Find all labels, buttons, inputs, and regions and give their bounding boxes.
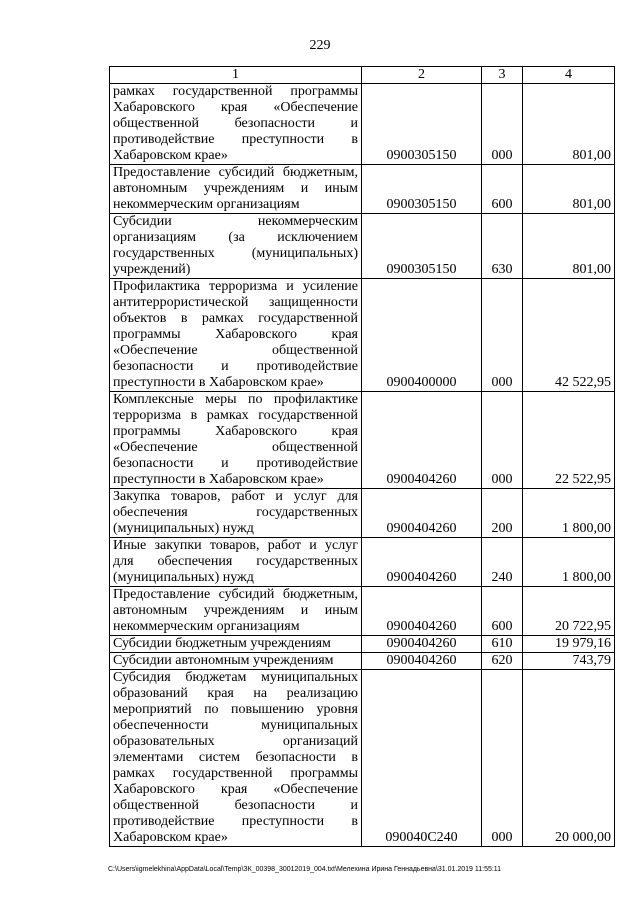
row-expense-type: 620: [482, 653, 523, 670]
row-amount: 801,00: [523, 214, 615, 279]
row-amount: 19 979,16: [523, 636, 615, 653]
row-expense-type: 630: [482, 214, 523, 279]
row-amount: 20 722,95: [523, 587, 615, 636]
row-description: Предоставление субсидий бюджетным, автономным учреждениям и иным некоммерческим организациям: [110, 165, 362, 214]
row-code: 0900305150: [362, 165, 482, 214]
row-code: 0900404260: [362, 653, 482, 670]
table-row: [110, 653, 615, 670]
row-amount: 801,00: [523, 84, 615, 165]
row-description: Предоставление субсидий бюджетным, автономным учреждениям и иным некоммерческим организациям: [110, 587, 362, 636]
row-expense-type: 600: [482, 165, 523, 214]
row-expense-type: 600: [482, 587, 523, 636]
row-expense-type: 200: [482, 489, 523, 538]
row-description: рамках государственной программы Хабаровского края «Обеспечение общественной безопасности и противодействие преступности в Хабаровском крае»: [110, 84, 362, 165]
row-amount: 743,79: [523, 653, 615, 670]
table-row: [110, 587, 615, 636]
row-amount: 801,00: [523, 165, 615, 214]
row-description: Субсидия бюджетам муниципальных образований края на реализацию мероприятий по повышению уровня обеспеченности муниципальных образовательных организаций элементами систем безопасности в рамках государственной программы Хабаровского края «Обеспечение общественной безопасности и противодействие преступности в Хабаровском крае»: [110, 670, 362, 847]
row-code: 0900404260: [362, 392, 482, 489]
header-col-4: 4: [523, 67, 615, 84]
page-number: 229: [309, 38, 331, 53]
row-expense-type: 000: [482, 279, 523, 392]
table-row: [110, 279, 615, 392]
table-row: [110, 670, 615, 847]
row-description: Субсидии автономным учреждениям: [110, 653, 362, 670]
row-description: Субсидии некоммерческим организациям (за исключением государственных (муниципальных) учреждений): [110, 214, 362, 279]
row-code: 0900404260: [362, 489, 482, 538]
row-code: 0900400000: [362, 279, 482, 392]
row-amount: 1 800,00: [523, 489, 615, 538]
budget-table: [109, 66, 615, 847]
row-code: 090040С240: [362, 670, 482, 847]
row-description: Комплексные меры по профилактике терроризма в рамках государственной программы Хабаровского края «Обеспечение общественной безопасности и противодействие преступности в Хабаровском крае»: [110, 392, 362, 489]
table-row: [110, 165, 615, 214]
row-amount: 42 522,95: [523, 279, 615, 392]
row-expense-type: 000: [482, 392, 523, 489]
row-code: 0900305150: [362, 84, 482, 165]
table-row: [110, 214, 615, 279]
row-code: 0900404260: [362, 636, 482, 653]
header-col-1: 1: [110, 67, 362, 84]
row-description: Субсидии бюджетным учреждениям: [110, 636, 362, 653]
header-col-2: 2: [362, 67, 482, 84]
table-row: [110, 84, 615, 165]
row-description: Закупка товаров, работ и услуг для обеспечения государственных (муниципальных) нужд: [110, 489, 362, 538]
table-row: [110, 538, 615, 587]
table-header-row: [110, 67, 615, 84]
row-amount: 20 000,00: [523, 670, 615, 847]
row-code: 0900404260: [362, 587, 482, 636]
row-description: Иные закупки товаров, работ и услуг для обеспечения государственных (муниципальных) нужд: [110, 538, 362, 587]
row-code: 0900404260: [362, 538, 482, 587]
table-row: [110, 392, 615, 489]
row-expense-type: 610: [482, 636, 523, 653]
table-row: [110, 489, 615, 538]
row-amount: 1 800,00: [523, 538, 615, 587]
row-expense-type: 240: [482, 538, 523, 587]
row-code: 0900305150: [362, 214, 482, 279]
header-col-3: 3: [482, 67, 523, 84]
row-description: Профилактика терроризма и усиление антитеррористической защищенности объектов в рамках государственной программы Хабаровского края «Обеспечение общественной безопасности и противодействие преступности в Хабаровском крае»: [110, 279, 362, 392]
table-row: [110, 636, 615, 653]
row-amount: 22 522,95: [523, 392, 615, 489]
file-path-footer: C:\Users\igmelekhina\AppData\Local\Temp\ЗК_00398_30012019_004.txt\Мелехина Ирина Геннадьевна\31.01.2019 11:55:11: [108, 866, 502, 873]
row-expense-type: 000: [482, 670, 523, 847]
row-expense-type: 000: [482, 84, 523, 165]
